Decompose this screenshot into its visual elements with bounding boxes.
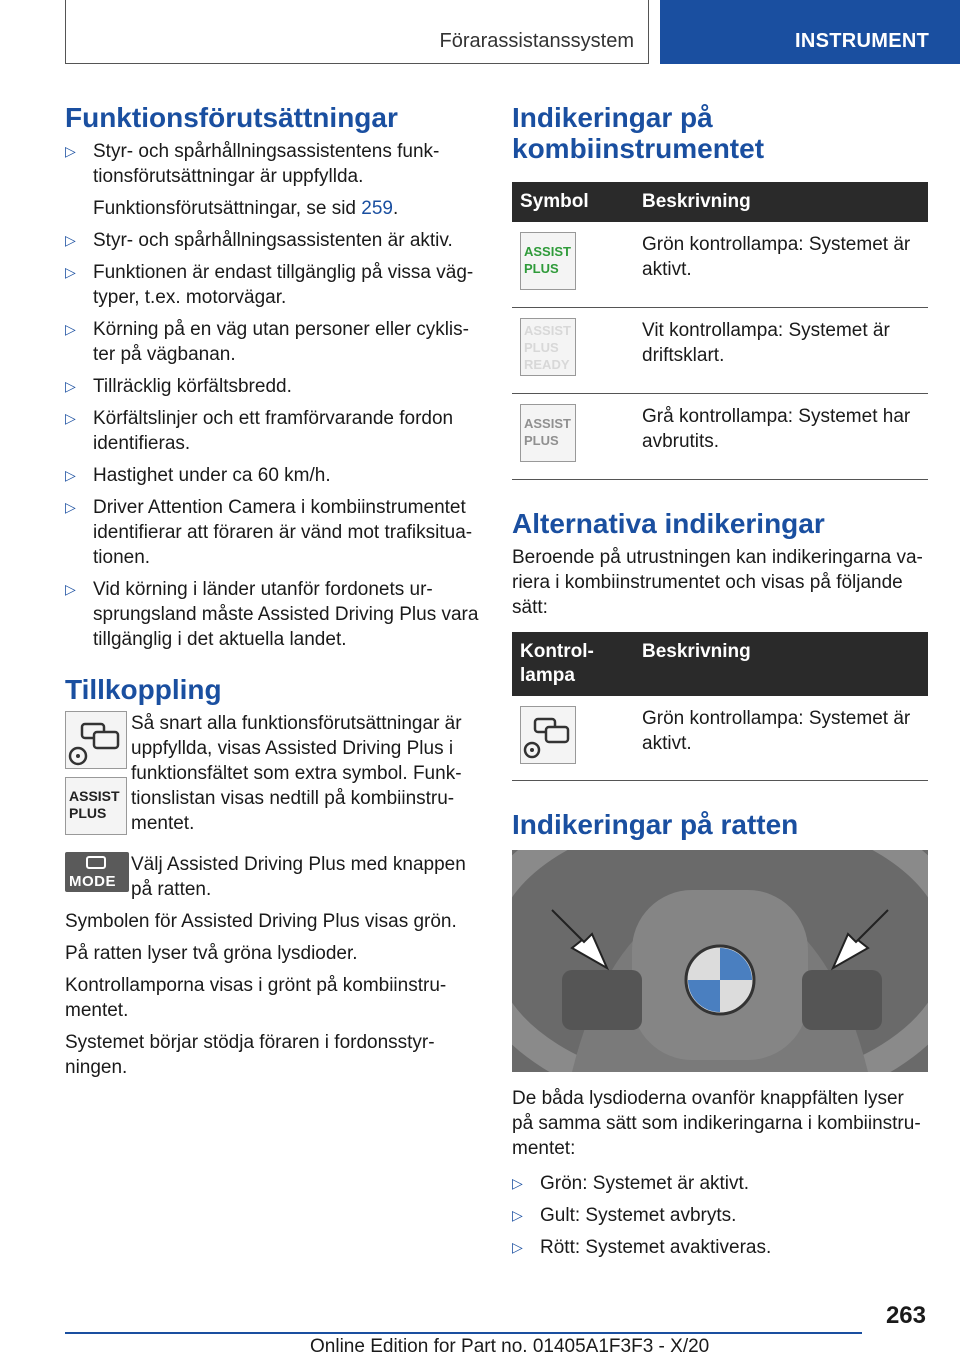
- header-section: [65, 0, 649, 64]
- list-item: ▷ Vid körning i länder utanför fordonets ur-sprungsland måste Assisted Driving Plus vara tillgänglig i det aktuella landet.: [65, 579, 479, 650]
- page-ref-link[interactable]: 259: [361, 198, 393, 219]
- till-text-2: Välj Assisted Driving Plus med knappen på ratten.: [131, 854, 466, 900]
- assist-plus-grey-icon: ASSIST PLUS: [520, 404, 576, 462]
- triangle-bullet-icon: ▷: [512, 1239, 523, 1255]
- list-item: ▷ Funktionen är endast tillgänglig på vissa väg-typer, t.ex. motorvägar.: [65, 262, 474, 308]
- col-desc: Beskrivning: [634, 632, 928, 696]
- alt-title: Alternativa indikeringar: [512, 508, 825, 539]
- rat-title: Indikeringar på ratten: [512, 809, 799, 840]
- triangle-bullet-icon: ▷: [65, 378, 76, 394]
- assisted-driving-car-icon: [65, 711, 127, 769]
- footer-divider: [65, 1332, 862, 1334]
- till-title: Tillkoppling: [65, 674, 222, 705]
- ind-title: Indikeringar på kombiinstrumentet: [512, 102, 765, 164]
- funk-list: [65, 139, 480, 652]
- list-item: ▷ Körfältslinjer och ett framförvarande fordon identifieras.: [65, 408, 454, 454]
- list-item: ▷ Hastighet under ca 60 km/h.: [65, 465, 331, 486]
- triangle-bullet-icon: ▷: [65, 232, 76, 248]
- list-item: ▷ Rött: Systemet avaktiveras.: [512, 1237, 772, 1258]
- funk-title: Funktionsförutsättningar: [65, 102, 398, 133]
- assisted-driving-green-icon: [520, 706, 576, 764]
- till-text-1: Så snart alla funktionsförutsättningar är uppfyllda, visas Assisted Driving Plus i funktionsfältet som extra symbol. Funk-tionslistan visas nedtill på kombiinstru-mentet.: [131, 713, 462, 834]
- ind-table: [512, 182, 928, 480]
- page-number: 263: [885, 1302, 926, 1329]
- triangle-bullet-icon: ▷: [512, 1207, 523, 1223]
- list-item: ▷ Tillräcklig körfältsbredd.: [65, 376, 292, 397]
- assist-plus-icon: ASSIST PLUS: [65, 777, 127, 835]
- triangle-bullet-icon: ▷: [65, 467, 76, 483]
- list-item: ▷ Driver Attention Camera i kombiinstrumentet identifierar att föraren är vänd mot trafiksitua-tionen.: [65, 497, 473, 568]
- right-column: [512, 102, 928, 1267]
- triangle-bullet-icon: ▷: [65, 143, 76, 159]
- table-row: ASSIST PLUS READY Vit kontrollampa: Systemet är driftsklart.: [512, 308, 928, 394]
- triangle-bullet-icon: ▷: [65, 581, 76, 597]
- triangle-bullet-icon: ▷: [65, 321, 76, 337]
- table-row: ASSIST PLUS Grön kontrollampa: Systemet är aktivt.: [512, 222, 928, 308]
- list-item: ▷ Styr- och spårhållningsassistentens funk-tionsförutsättningar är uppfyllda. Funktionsförutsättningar, se sid 259.: [65, 141, 440, 219]
- till-p4: Systemet börjar stödja föraren i fordonsstyr-ningen.: [65, 1032, 435, 1078]
- alt-intro: Beroende på utrustningen kan indikeringarna va-riera i kombiinstrumentet och visas på följande sätt:: [512, 547, 923, 618]
- rat-text: De båda lysdioderna ovanför knappfälten lyser på samma sätt som indikeringarna i kombiinstru-mentet:: [512, 1088, 921, 1159]
- till-p1: Symbolen för Assisted Driving Plus visas grön.: [65, 911, 457, 932]
- footer-edition: Online Edition for Part no. 01405A1F3F3 - X/20: [310, 1336, 710, 1357]
- header-section-title: Förarassistanssystem: [439, 30, 634, 52]
- list-item: ▷ Gult: Systemet avbryts.: [512, 1205, 737, 1226]
- till-block: [65, 711, 480, 836]
- list-item: ▷ Styr- och spårhållningsassistenten är aktiv.: [65, 230, 453, 251]
- col-desc: Beskrivning: [634, 182, 928, 222]
- assist-plus-green-icon: ASSIST PLUS: [520, 232, 576, 290]
- steering-wheel-image: [512, 850, 928, 1072]
- mode-button-icon: MODE: [65, 852, 129, 892]
- alt-table: [512, 632, 928, 781]
- mode-row: [65, 852, 480, 902]
- table-row: Grön kontrollampa: Systemet är aktivt.: [512, 696, 928, 781]
- till-p3: Kontrollamporna visas i grönt på kombiinstru-mentet.: [65, 975, 447, 1021]
- header-chapter-title: INSTRUMENT: [795, 30, 930, 52]
- triangle-bullet-icon: ▷: [65, 410, 76, 426]
- triangle-bullet-icon: ▷: [65, 499, 76, 515]
- header-chapter: [660, 0, 960, 64]
- assist-plus-ready-icon: ASSIST PLUS READY: [520, 318, 576, 376]
- left-column: [65, 102, 480, 1087]
- col-symbol: Symbol: [512, 182, 634, 222]
- list-item: ▷ Körning på en väg utan personer eller cyklis-ter på vägbanan.: [65, 319, 469, 365]
- triangle-bullet-icon: ▷: [512, 1175, 523, 1191]
- col-lamp: Kontrol-lampa: [512, 632, 634, 696]
- rat-list: [512, 1171, 928, 1260]
- list-item: ▷ Grön: Systemet är aktivt.: [512, 1173, 750, 1194]
- triangle-bullet-icon: ▷: [65, 264, 76, 280]
- till-p2: På ratten lyser två gröna lysdioder.: [65, 943, 358, 964]
- table-row: ASSIST PLUS Grå kontrollampa: Systemet har avbrutits.: [512, 394, 928, 480]
